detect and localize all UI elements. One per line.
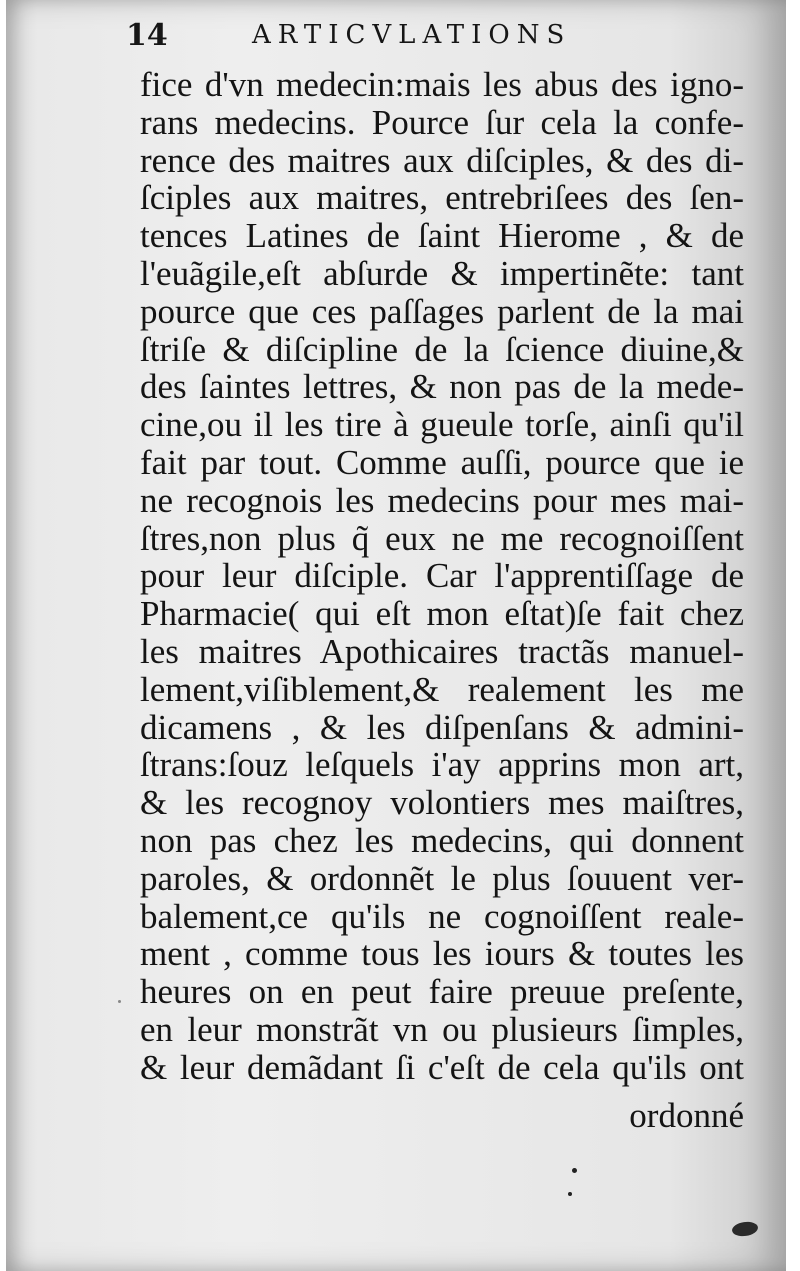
text-line: paroles, & ordonnẽt le plus ſouuent ver- [140, 858, 744, 898]
catchword: ordonné [629, 1096, 744, 1135]
text-line: balement,ce qu'ils ne cognoiſſent reale- [140, 896, 744, 936]
text-line: & les recognoy volontiers mes maiſtres, [140, 783, 744, 823]
text-line: cine,ou il les tire à gueule torſe, ainſi qu'il [140, 405, 744, 445]
text-line: pource que ces paſſages parlent de la mai [140, 291, 744, 331]
body-text [140, 66, 744, 1087]
ink-smudge [731, 1220, 759, 1237]
book-page [6, 0, 786, 1271]
text-line: des ſaintes lettres, & non pas de la mede- [140, 367, 744, 407]
text-line: ſtriſe & diſcipline de la ſcience diuine,& [140, 329, 744, 369]
text-line: fice d'vn medecin:mais les abus des igno- [140, 65, 744, 104]
text-line: ſciples aux maitres, entrebriſees des ſen- [140, 178, 744, 218]
text-line: & leur demãdant ſi c'eſt de cela qu'ils ont [140, 1047, 744, 1087]
text-line: rence des maitres aux diſciples, & des di- [140, 140, 744, 180]
text-line: ne recognois les medecins pour mes mai- [140, 480, 744, 520]
text-line: ſtrans:ſouz leſquels i'ay apprins mon art, [140, 745, 744, 785]
text-line: ment , comme tous les iours & toutes les [140, 934, 744, 974]
ink-speck [118, 1000, 121, 1003]
page-number: 14 [126, 18, 168, 53]
text-line: dicamens , & les diſpenſans & admini- [140, 707, 744, 747]
text-line: l'euãgile,eſt abſurde & impertinẽte: tant [140, 253, 744, 293]
text-line: Pharmacie( qui eſt mon eſtat)ſe fait chez [140, 594, 744, 634]
text-line: les maitres Apothicaires tractãs manuel- [140, 631, 744, 671]
text-line: fait par tout. Comme auſſi, pource que ie [140, 442, 744, 482]
text-line: heures on en peut faire preuue preſente, [140, 972, 744, 1012]
text-line: ſtres,non plus q̃ eux ne me recognoiſſent [140, 518, 744, 558]
text-line: pour leur diſciple. Car l'apprentiſſage de [140, 556, 744, 596]
running-head: ARTICVLATIONS [252, 20, 572, 50]
ink-speck [568, 1192, 572, 1196]
text-line: lement,viſiblement,& realement les me [140, 669, 744, 709]
text-line: non pas chez les medecins, qui donnent [140, 820, 744, 860]
text-line: tences Latines de ſaint Hierome , & de [140, 216, 744, 256]
ink-speck [572, 1168, 577, 1173]
text-line: rans medecins. Pource ſur cela la confe- [140, 102, 744, 142]
page-header [126, 14, 646, 58]
text-line: en leur monstrãt vn ou plusieurs ſimples, [140, 1009, 744, 1049]
